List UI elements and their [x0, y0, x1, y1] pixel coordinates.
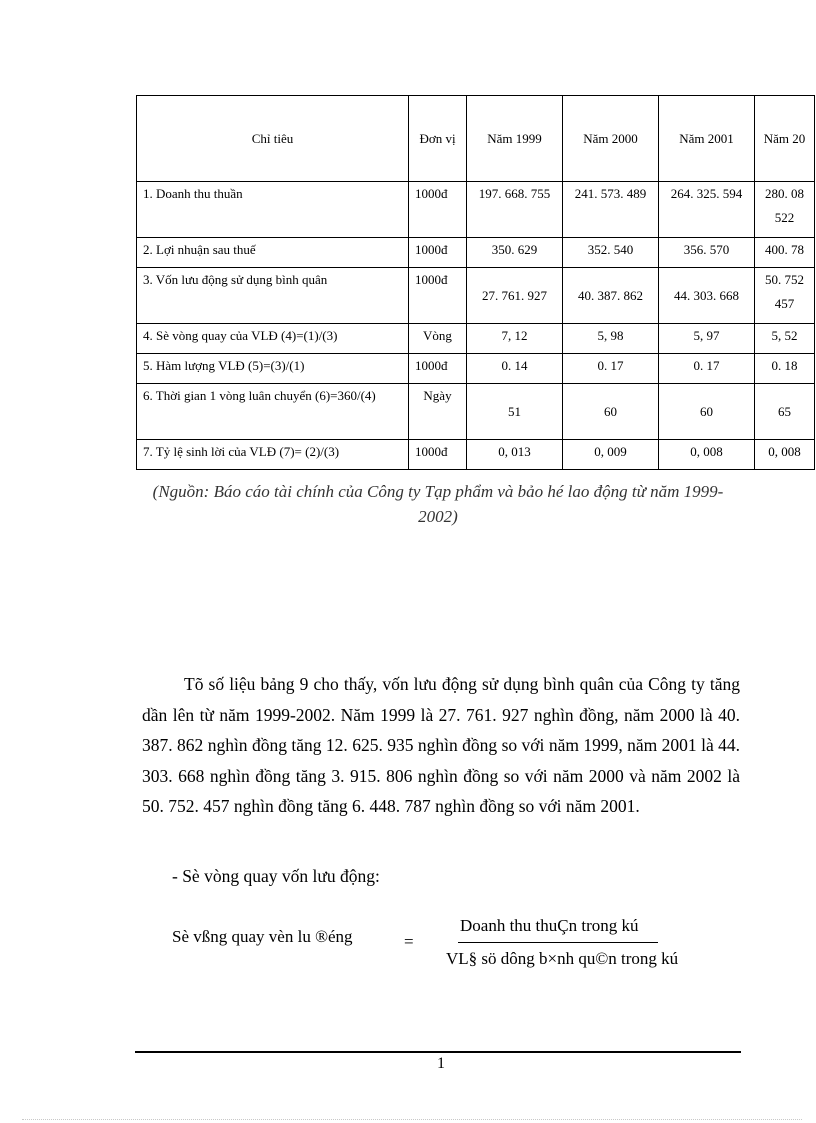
- table-row: [137, 182, 815, 238]
- table-row: [137, 440, 815, 470]
- page-number: 1: [437, 1055, 445, 1072]
- formula-numerator: Doanh thu thuÇn trong kú: [460, 916, 639, 935]
- cell-value: 356. 570: [659, 238, 755, 268]
- table-row: [137, 238, 815, 268]
- table-row: [137, 324, 815, 354]
- cell-value: 60: [563, 384, 659, 440]
- cell-value: 0, 008: [755, 440, 815, 470]
- cell-value: 0, 013: [467, 440, 563, 470]
- cell-value: 40. 387. 862: [563, 268, 659, 324]
- header-year-2002: Năm 20: [755, 96, 815, 182]
- cell-unit: Ngày: [409, 384, 467, 440]
- cell-indicator: 1. Doanh thu thuần: [137, 182, 409, 238]
- cell-value: 60: [659, 384, 755, 440]
- cell-value: 44. 303. 668: [659, 268, 755, 324]
- cell-value: 241. 573. 489: [563, 182, 659, 238]
- indicators-table: [136, 95, 815, 470]
- cell-unit: 1000đ: [409, 440, 467, 470]
- cell-unit: Vòng: [409, 324, 467, 354]
- fraction-bar: [458, 942, 658, 943]
- cell-indicator: 3. Vốn lưu động sử dụng bình quân: [137, 268, 409, 324]
- header-indicator: Chỉ tiêu: [137, 96, 409, 182]
- cell-indicator: 4. Sè vòng quay của VLĐ (4)=(1)/(3): [137, 324, 409, 354]
- cell-value: 197. 668. 755: [467, 182, 563, 238]
- cell-value: 400. 78: [755, 238, 815, 268]
- cell-unit: 1000đ: [409, 238, 467, 268]
- cell-value: 0, 008: [659, 440, 755, 470]
- header-unit: Đơn vị: [409, 96, 467, 182]
- cell-value: 0. 17: [659, 354, 755, 384]
- header-year-2001: Năm 2001: [659, 96, 755, 182]
- cell-indicator: 2. Lợi nhuận sau thuế: [137, 238, 409, 268]
- table-source-note: (Nguồn: Báo cáo tài chính của Công ty Tạp phẩm và bảo hé lao động từ năm 1999-2002): [152, 482, 724, 526]
- cell-unit: 1000đ: [409, 268, 467, 324]
- cell-value: 27. 761. 927: [467, 268, 563, 324]
- cell-value: 350. 629: [467, 238, 563, 268]
- cell-value: 51: [467, 384, 563, 440]
- table-row: [137, 354, 815, 384]
- cell-value: 0. 17: [563, 354, 659, 384]
- cell-value: 7, 12: [467, 324, 563, 354]
- table-row: [137, 268, 815, 324]
- body-paragraph: [142, 669, 740, 822]
- cell-value: 0, 009: [563, 440, 659, 470]
- cell-value: 264. 325. 594: [659, 182, 755, 238]
- cell-unit: 1000đ: [409, 354, 467, 384]
- formula-equals-sign: =: [404, 932, 414, 951]
- cell-unit: 1000đ: [409, 182, 467, 238]
- table-header-row: [137, 96, 815, 182]
- formula-label: Sè vßng quay vèn lu ®éng: [172, 927, 353, 946]
- cell-indicator: 5. Hàm lượng VLĐ (5)=(3)/(1): [137, 354, 409, 384]
- cell-value: 280. 08 522: [755, 182, 815, 238]
- formula-denominator: VL§ sö dông b×nh qu©n trong kú: [446, 949, 679, 968]
- cell-value: 0. 18: [755, 354, 815, 384]
- table-row: [137, 384, 815, 440]
- cell-indicator: 7. Tỷ lệ sinh lời của VLĐ (7)= (2)/(3): [137, 440, 409, 470]
- cell-indicator: 6. Thời gian 1 vòng luân chuyển (6)=360/(4): [137, 384, 409, 440]
- cell-value: 65: [755, 384, 815, 440]
- cell-value: 50. 752 457: [755, 268, 815, 324]
- page-bottom-border: [22, 1119, 802, 1120]
- cell-value: 5, 52: [755, 324, 815, 354]
- bullet-heading: - Sè vòng quay vốn lưu động:: [172, 866, 380, 886]
- cell-value: 5, 98: [563, 324, 659, 354]
- header-year-2000: Năm 2000: [563, 96, 659, 182]
- cell-value: 0. 14: [467, 354, 563, 384]
- cell-value: 5, 97: [659, 324, 755, 354]
- cell-value: 352. 540: [563, 238, 659, 268]
- header-year-1999: Năm 1999: [467, 96, 563, 182]
- paragraph-text: Tõ số liệu bảng 9 cho thấy, vốn lưu động sử dụng bình quân của Công ty tăng dần lên từ năm 1999-2002. Năm 1999 là 27. 761. 927 nghìn đồng, năm 2000 là 40. 387. 862 nghìn đồng tăng 12. 625. 935 nghìn đồng so với năm 1999, năm 2001 là 44. 303. 668 nghìn đồng tăng 3. 915. 806 nghìn đồng so với năm 2000 và năm 2002 là 50. 752. 457 nghìn đồng tăng 6. 448. 787 nghìn đồng so với năm 2001.: [142, 674, 740, 816]
